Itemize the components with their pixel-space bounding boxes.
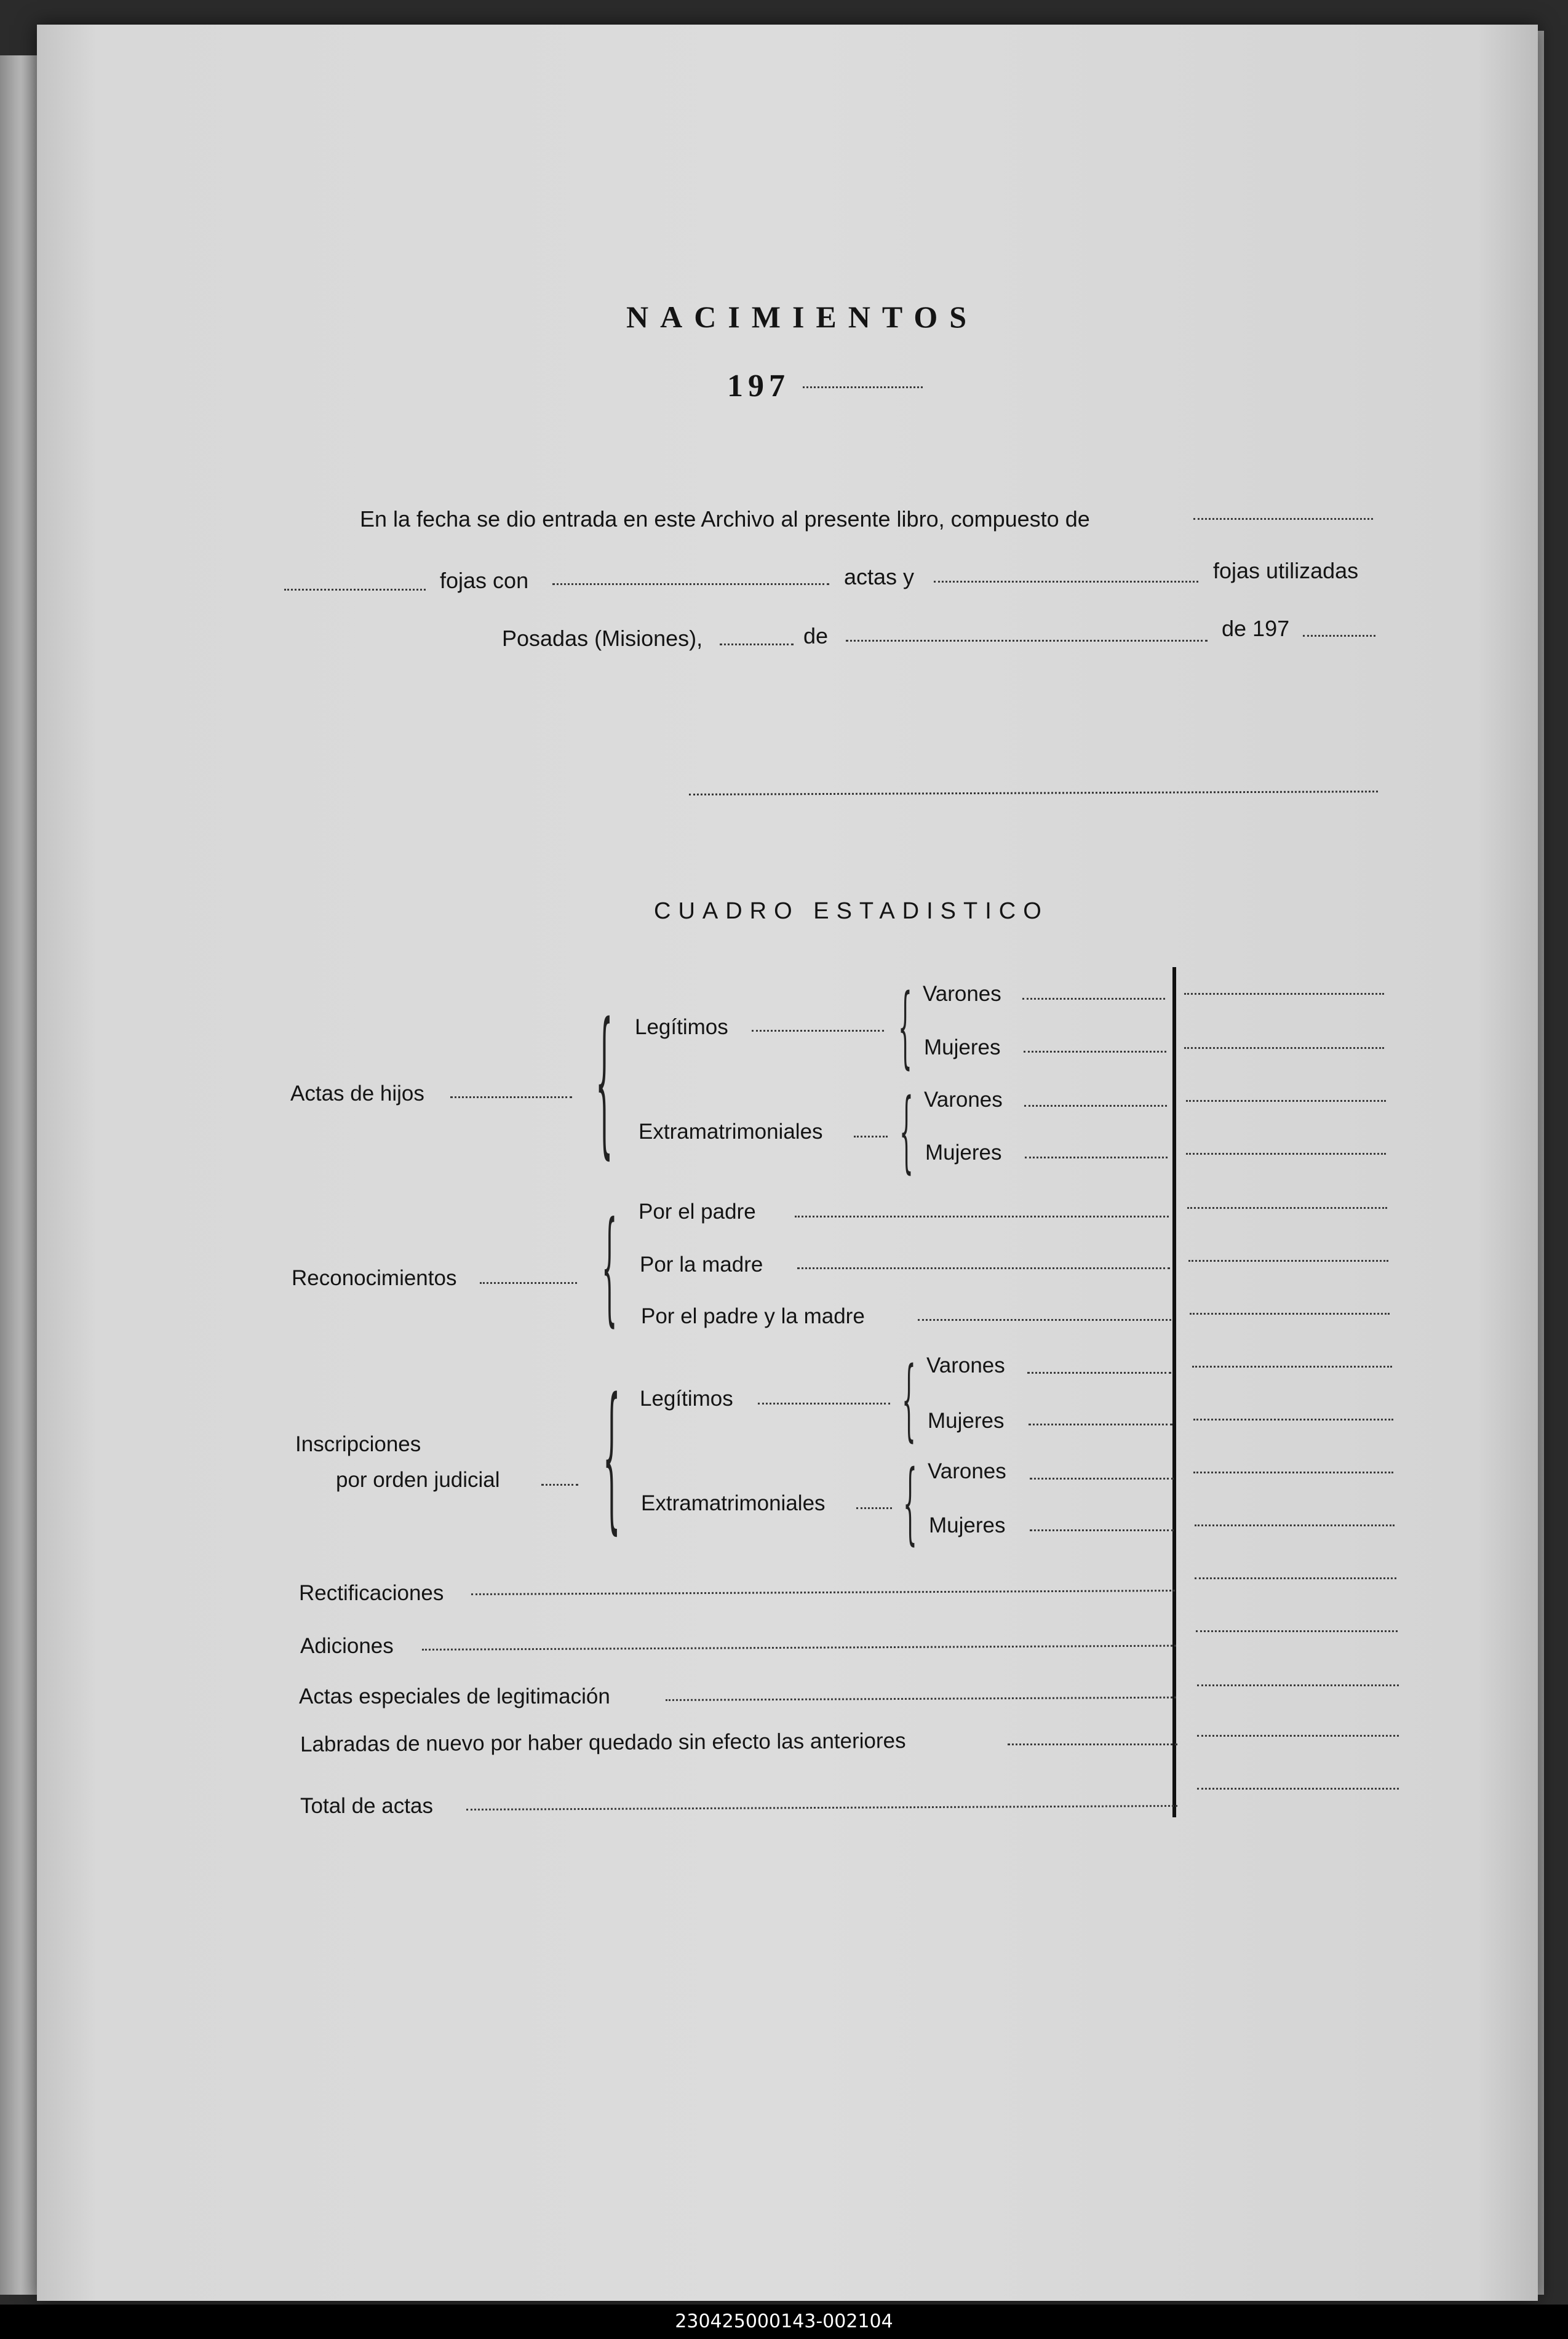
varones-count-1[interactable] xyxy=(1184,993,1384,995)
actas-hijos-label: Actas de hijos xyxy=(290,1082,424,1106)
legitimacion-label: Actas especiales de legitimación xyxy=(299,1684,610,1708)
extramatrimoniales-leader-1 xyxy=(854,1136,888,1138)
month-blank[interactable] xyxy=(846,640,1208,642)
mujeres-label-3: Mujeres xyxy=(928,1409,1005,1433)
entry-line-1: En la fecha se dio entrada en este Archivo al presente libro, compuesto de xyxy=(360,506,1090,532)
rectificaciones-label: Rectificaciones xyxy=(299,1581,444,1605)
labradas-count[interactable] xyxy=(1197,1735,1399,1737)
por-ambos-leader xyxy=(918,1319,1171,1321)
fojas-utilizadas-label: fojas utilizadas xyxy=(1213,558,1359,583)
brace-legitimos-2: { xyxy=(902,1348,916,1452)
stats-column-divider xyxy=(1172,967,1176,1817)
mujeres-leader-4 xyxy=(1030,1529,1174,1531)
extramatrimoniales-label-2: Extramatrimoniales xyxy=(641,1491,826,1515)
varones-label-4: Varones xyxy=(928,1459,1006,1483)
posadas-label: Posadas (Misiones), xyxy=(502,626,703,651)
extramatrimoniales-label-1: Extramatrimoniales xyxy=(639,1120,823,1144)
fojas-con-label: fojas con xyxy=(440,568,529,593)
labradas-label: Labradas de nuevo por haber quedado sin efecto las anteriores xyxy=(300,1728,906,1756)
por-ambos-count[interactable] xyxy=(1190,1313,1390,1315)
fojas-utilizadas-blank[interactable] xyxy=(934,581,1198,583)
labradas-leader xyxy=(1008,1743,1177,1745)
varones-leader-1 xyxy=(1022,998,1165,1000)
extramatrimoniales-leader-2 xyxy=(856,1507,892,1509)
varones-count-4[interactable] xyxy=(1193,1472,1393,1473)
rectificaciones-count[interactable] xyxy=(1195,1577,1396,1579)
mujeres-count-1[interactable] xyxy=(1184,1047,1384,1049)
total-actas-count[interactable] xyxy=(1197,1788,1399,1790)
por-ambos-label: Por el padre y la madre xyxy=(641,1304,865,1328)
actas-y-label: actas y xyxy=(844,564,915,589)
mujeres-leader-1 xyxy=(1024,1051,1166,1053)
fojas-count-blank[interactable] xyxy=(284,589,426,591)
por-padre-label: Por el padre xyxy=(639,1200,756,1224)
legitimacion-count[interactable] xyxy=(1197,1684,1399,1686)
mujeres-count-4[interactable] xyxy=(1195,1524,1395,1526)
varones-label-2: Varones xyxy=(924,1088,1003,1112)
por-padre-count[interactable] xyxy=(1187,1207,1387,1209)
brace-extramatrimoniales-2: { xyxy=(903,1451,917,1555)
inscripciones-leader xyxy=(541,1484,578,1486)
reconocimientos-label: Reconocimientos xyxy=(292,1266,457,1290)
legitimos-leader-2 xyxy=(758,1403,890,1405)
mujeres-leader-2 xyxy=(1025,1157,1168,1158)
mujeres-label-2: Mujeres xyxy=(925,1141,1002,1165)
total-actas-label: Total de actas xyxy=(300,1794,433,1818)
mujeres-label-1: Mujeres xyxy=(924,1035,1001,1059)
mujeres-label-4: Mujeres xyxy=(929,1513,1006,1537)
adiciones-label: Adiciones xyxy=(300,1634,394,1658)
mujeres-leader-3 xyxy=(1029,1424,1172,1425)
legitimos-label-2: Legítimos xyxy=(640,1387,733,1411)
page-title: NACIMIENTOS xyxy=(626,300,979,334)
por-padre-leader xyxy=(795,1216,1169,1217)
cuadro-title: CUADRO ESTADISTICO xyxy=(654,898,1049,924)
archive-id: 230425000143-002104 xyxy=(675,2311,893,2332)
day-blank[interactable] xyxy=(720,644,794,645)
por-madre-label: Por la madre xyxy=(640,1253,763,1277)
de-197-label: de 197 xyxy=(1222,616,1290,641)
adiciones-count[interactable] xyxy=(1196,1630,1398,1632)
por-madre-leader xyxy=(797,1267,1170,1269)
mujeres-count-3[interactable] xyxy=(1193,1419,1393,1421)
brace-legitimos-1: { xyxy=(898,975,912,1079)
brace-actas-hijos: { xyxy=(595,990,613,1174)
legitimos-leader-1 xyxy=(752,1030,884,1032)
varones-count-2[interactable] xyxy=(1186,1100,1386,1102)
fojas-total-blank[interactable] xyxy=(1193,518,1373,520)
varones-label-1: Varones xyxy=(923,982,1001,1006)
varones-count-3[interactable] xyxy=(1192,1366,1392,1368)
actas-hijos-leader xyxy=(450,1096,572,1098)
varones-leader-2 xyxy=(1024,1105,1167,1107)
brace-extramatrimoniales-1: { xyxy=(899,1080,913,1184)
year-label: 197 xyxy=(727,369,790,404)
varones-leader-4 xyxy=(1030,1478,1174,1480)
archive-id-strip xyxy=(0,2305,1568,2339)
mujeres-count-2[interactable] xyxy=(1186,1153,1386,1155)
document-page xyxy=(37,25,1538,2301)
legitimos-label-1: Legítimos xyxy=(635,1015,728,1039)
varones-leader-3 xyxy=(1027,1372,1171,1374)
inscripciones-label: Inscripciones xyxy=(295,1432,421,1456)
reconocimientos-leader xyxy=(480,1282,577,1284)
actas-count-blank[interactable] xyxy=(552,583,829,585)
de-label: de xyxy=(803,623,829,648)
por-madre-count[interactable] xyxy=(1188,1260,1388,1262)
brace-reconocimientos: { xyxy=(602,1195,618,1339)
brace-inscripciones: { xyxy=(603,1365,621,1550)
varones-label-3: Varones xyxy=(926,1353,1005,1377)
entry-year-blank[interactable] xyxy=(1303,635,1375,637)
left-page-edge xyxy=(0,55,42,2295)
orden-judicial-label: por orden judicial xyxy=(336,1468,500,1492)
year-blank[interactable] xyxy=(803,386,923,388)
